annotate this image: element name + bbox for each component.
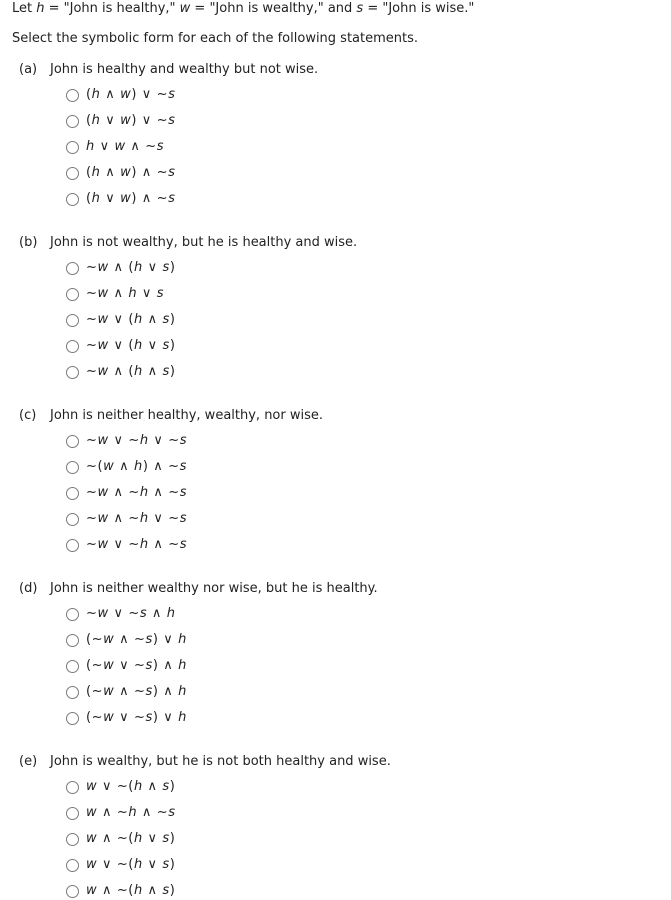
option-label: (h ∧ w) ∨ ~s (86, 87, 176, 102)
instruction-text: Select the symbolic form for each of the following statements. (12, 31, 419, 46)
answer-option[interactable] (66, 285, 164, 303)
radio-button[interactable] (66, 167, 79, 180)
option-label: w ∧ ~h ∧ ~s (86, 805, 176, 820)
part-letter: (b) (19, 235, 38, 250)
radio-button[interactable] (66, 366, 79, 379)
statement-text: John is not wealthy, but he is healthy and wise. (50, 235, 358, 250)
option-label: (h ∨ w) ∧ ~s (86, 191, 176, 206)
option-label: ~w ∨ (h ∨ s) (86, 338, 176, 353)
radio-button[interactable] (66, 686, 79, 699)
answer-option[interactable] (66, 605, 176, 623)
part-letter: (e) (19, 754, 38, 769)
answer-option[interactable] (66, 882, 175, 900)
part-statement (19, 581, 378, 597)
radio-button[interactable] (66, 288, 79, 301)
answer-option[interactable] (66, 363, 175, 381)
radio-button[interactable] (66, 807, 79, 820)
option-label: ~w ∧ (h ∨ s) (86, 260, 176, 275)
radio-button[interactable] (66, 781, 79, 794)
answer-option[interactable] (66, 536, 187, 554)
statement-text: John is neither healthy, wealthy, nor wise. (50, 408, 324, 423)
radio-button[interactable] (66, 461, 79, 474)
part-letter: (d) (19, 581, 38, 596)
radio-button[interactable] (66, 435, 79, 448)
radio-button[interactable] (66, 634, 79, 647)
radio-button[interactable] (66, 314, 79, 327)
radio-button[interactable] (66, 340, 79, 353)
option-label: ~w ∧ h ∨ s (86, 286, 165, 301)
answer-option[interactable] (66, 259, 175, 277)
option-label: ~(w ∧ h) ∧ ~s (86, 459, 187, 474)
option-label: ~w ∧ ~h ∧ ~s (86, 485, 188, 500)
answer-option[interactable] (66, 484, 187, 502)
radio-button[interactable] (66, 712, 79, 725)
radio-button[interactable] (66, 539, 79, 552)
radio-button[interactable] (66, 660, 79, 673)
answer-option[interactable] (66, 311, 175, 329)
answer-option[interactable] (66, 683, 187, 701)
radio-button[interactable] (66, 89, 79, 102)
answer-option[interactable] (66, 432, 187, 450)
problem-intro: Let h = "John is healthy," w = "John is wealthy," and s = "John is wise." (12, 1, 475, 16)
radio-button[interactable] (66, 487, 79, 500)
statement-text: John is wealthy, but he is not both healthy and wise. (50, 754, 391, 769)
option-label: ~w ∨ ~h ∧ ~s (86, 537, 188, 552)
part-statement (19, 62, 318, 78)
answer-option[interactable] (66, 804, 176, 822)
statement-text: John is healthy and wealthy but not wise. (50, 62, 319, 77)
radio-button[interactable] (66, 859, 79, 872)
part-letter: (a) (19, 62, 38, 77)
radio-button[interactable] (66, 608, 79, 621)
part-statement (19, 754, 391, 770)
option-label: (h ∨ w) ∨ ~s (86, 113, 176, 128)
option-label: w ∧ ~(h ∧ s) (86, 883, 176, 898)
radio-button[interactable] (66, 141, 79, 154)
option-label: w ∧ ~(h ∨ s) (86, 831, 176, 846)
option-label: (~w ∨ ~s) ∧ h (86, 658, 187, 673)
answer-option[interactable] (66, 112, 175, 130)
answer-option[interactable] (66, 86, 175, 104)
radio-button[interactable] (66, 262, 79, 275)
radio-button[interactable] (66, 193, 79, 206)
option-label: ~w ∨ ~s ∧ h (86, 606, 176, 621)
statement-text: John is neither wealthy nor wise, but he is healthy. (50, 581, 378, 596)
answer-option[interactable] (66, 778, 175, 796)
option-label: w ∨ ~(h ∨ s) (86, 857, 176, 872)
part-statement (19, 408, 323, 424)
answer-option[interactable] (66, 190, 175, 208)
option-label: (~w ∧ ~s) ∨ h (86, 632, 187, 647)
answer-option[interactable] (66, 830, 175, 848)
option-label: ~w ∨ (h ∧ s) (86, 312, 176, 327)
part-letter: (c) (19, 408, 37, 423)
answer-option[interactable] (66, 458, 187, 476)
option-label: ~w ∧ ~h ∨ ~s (86, 511, 188, 526)
option-label: (~w ∧ ~s) ∧ h (86, 684, 187, 699)
part-statement (19, 235, 357, 251)
answer-option[interactable] (66, 631, 187, 649)
radio-button[interactable] (66, 885, 79, 898)
option-label: ~w ∧ (h ∧ s) (86, 364, 176, 379)
option-label: ~w ∨ ~h ∨ ~s (86, 433, 188, 448)
option-label: h ∨ w ∧ ~s (86, 139, 165, 154)
option-label: (h ∧ w) ∧ ~s (86, 165, 176, 180)
answer-option[interactable] (66, 138, 164, 156)
answer-option[interactable] (66, 856, 175, 874)
radio-button[interactable] (66, 513, 79, 526)
answer-option[interactable] (66, 164, 175, 182)
answer-option[interactable] (66, 337, 175, 355)
radio-button[interactable] (66, 115, 79, 128)
answer-option[interactable] (66, 657, 187, 675)
answer-option[interactable] (66, 709, 187, 727)
radio-button[interactable] (66, 833, 79, 846)
option-label: (~w ∨ ~s) ∨ h (86, 710, 187, 725)
answer-option[interactable] (66, 510, 187, 528)
option-label: w ∨ ~(h ∧ s) (86, 779, 176, 794)
